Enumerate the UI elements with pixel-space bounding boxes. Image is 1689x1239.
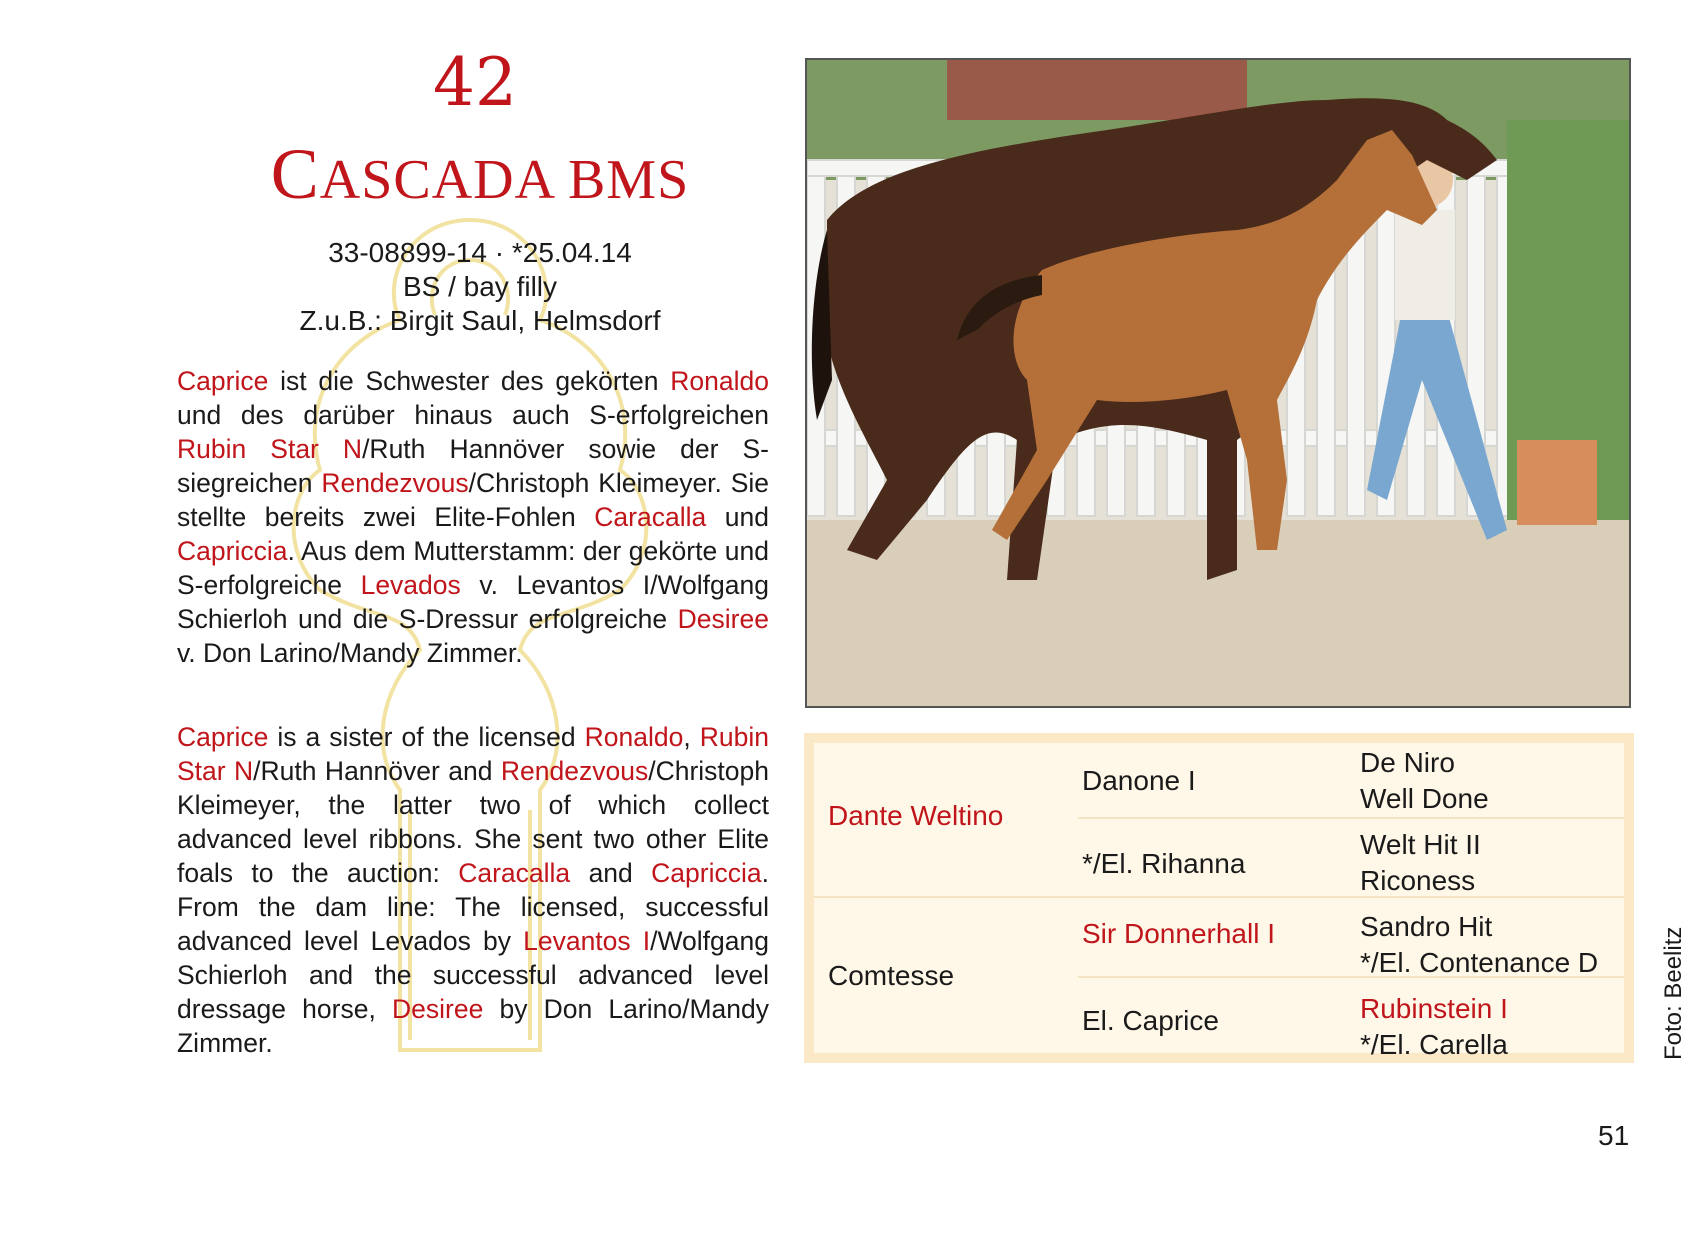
horse-name-highlight: Caracalla — [458, 858, 571, 888]
body-text: . Aus dem Mutterstamm: der gekörte und S-erfolgreiche — [177, 536, 769, 600]
pedigree-dam: Comtesse — [828, 960, 955, 991]
body-text: , — [683, 722, 700, 752]
breeder-line: Z.u.B.: Birgit Saul, Helmsdorf — [299, 305, 661, 336]
pedigree-gen3-c1: Sandro Hit — [1360, 911, 1493, 942]
pedigree-gen3-b1: Welt Hit II — [1360, 829, 1481, 860]
horse-name — [200, 134, 760, 214]
horse-name-rest: ASCADA BMS — [319, 149, 690, 211]
horse-name-highlight: Caprice — [177, 366, 269, 396]
body-text: ist die Schwester des gekörten — [268, 366, 671, 396]
horse-name-highlight: Capriccia — [651, 858, 762, 888]
pedigree-divider — [814, 896, 1624, 898]
horse-name-highlight: Ronaldo — [584, 722, 684, 752]
body-text: /Christoph Kleimeyer, the latter two of which collect advanced level ribbons. She sent two other Elite foals to the auction: — [177, 756, 769, 888]
horse-name-highlight: Desiree — [392, 994, 484, 1024]
horse-photo — [805, 58, 1631, 708]
body-text: by Don Larino/Mandy Zimmer. — [177, 994, 769, 1058]
body-text: und — [706, 502, 769, 532]
pedigree-dam-dam: El. Caprice — [1082, 1005, 1219, 1036]
horse-photo-illustration — [807, 60, 1631, 708]
horse-name-highlight: Levantos I — [523, 926, 651, 956]
pedigree-gen3-c2: */El. Contenance D — [1360, 947, 1599, 978]
body-text: /Ruth Hannöver and — [253, 756, 501, 786]
horse-name-highlight: Ronaldo — [670, 366, 769, 396]
description-english — [177, 720, 769, 1060]
horse-name-highlight: Rendezvous — [500, 756, 649, 786]
registration-line: 33-08899-14 · *25.04.14 — [328, 237, 632, 268]
horse-name-initial: C — [270, 134, 320, 214]
description-german — [177, 364, 769, 670]
body-text: v. Don Larino/Mandy Zimmer. — [177, 638, 523, 668]
pedigree-gen3-a2: Well Done — [1360, 783, 1489, 814]
horse-name-highlight: Caracalla — [594, 502, 707, 532]
pedigree-gen3-a1: De Niro — [1360, 747, 1455, 778]
body-text: und des darüber hinaus auch S-erfolgreichen — [177, 400, 769, 430]
pedigree-sire-dam: */El. Rihanna — [1082, 848, 1246, 879]
horse-name-highlight: Rubin Star N — [177, 434, 363, 464]
color-line: BS / bay filly — [402, 271, 558, 302]
pedigree-gen3-b2: Riconess — [1360, 865, 1476, 896]
horse-name-highlight: Rendezvous — [321, 468, 469, 498]
horse-name-highlight: Desiree — [677, 604, 769, 634]
horse-name-highlight: Caprice — [177, 722, 269, 752]
body-text: /Ruth Hannöver sowie der S-siegreichen — [177, 434, 770, 498]
horse-name-highlight: Capriccia — [177, 536, 288, 566]
photo-credit: Foto: Beelitz — [1660, 926, 1687, 1060]
body-text: /Wolfgang Schierloh and the successful advanced level dressage horse, — [177, 926, 769, 1024]
body-text: v. Levantos I/Wolfgang Schierloh und die S-Dressur erfolgreiche — [177, 570, 769, 634]
horse-name-highlight: Rubin Star N — [177, 722, 769, 786]
body-text: is a sister of the licensed — [268, 722, 585, 752]
body-text: /Christoph Kleimeyer. Sie stellte bereits zwei Elite-Fohlen — [177, 468, 769, 532]
pedigree-gen3-d1: Rubinstein I — [1360, 993, 1508, 1024]
body-text: . From the dam line: The licensed, successful advanced level Levados by — [177, 858, 769, 956]
page-number: 51 — [1598, 1120, 1630, 1151]
body-text: and — [570, 858, 652, 888]
lot-number: 42 — [433, 44, 517, 121]
pedigree-inner — [814, 743, 1624, 1060]
horse-name-highlight: Levados — [360, 570, 461, 600]
pedigree-sire: Dante Weltino — [828, 800, 1004, 831]
pedigree-gen3-d2: */El. Carella — [1360, 1029, 1508, 1060]
pedigree-dam-sire: Sir Donnerhall I — [1082, 918, 1275, 949]
pedigree-divider — [1078, 817, 1624, 819]
pedigree-sire-sire: Danone I — [1082, 765, 1196, 796]
pedigree-table — [804, 733, 1634, 1063]
